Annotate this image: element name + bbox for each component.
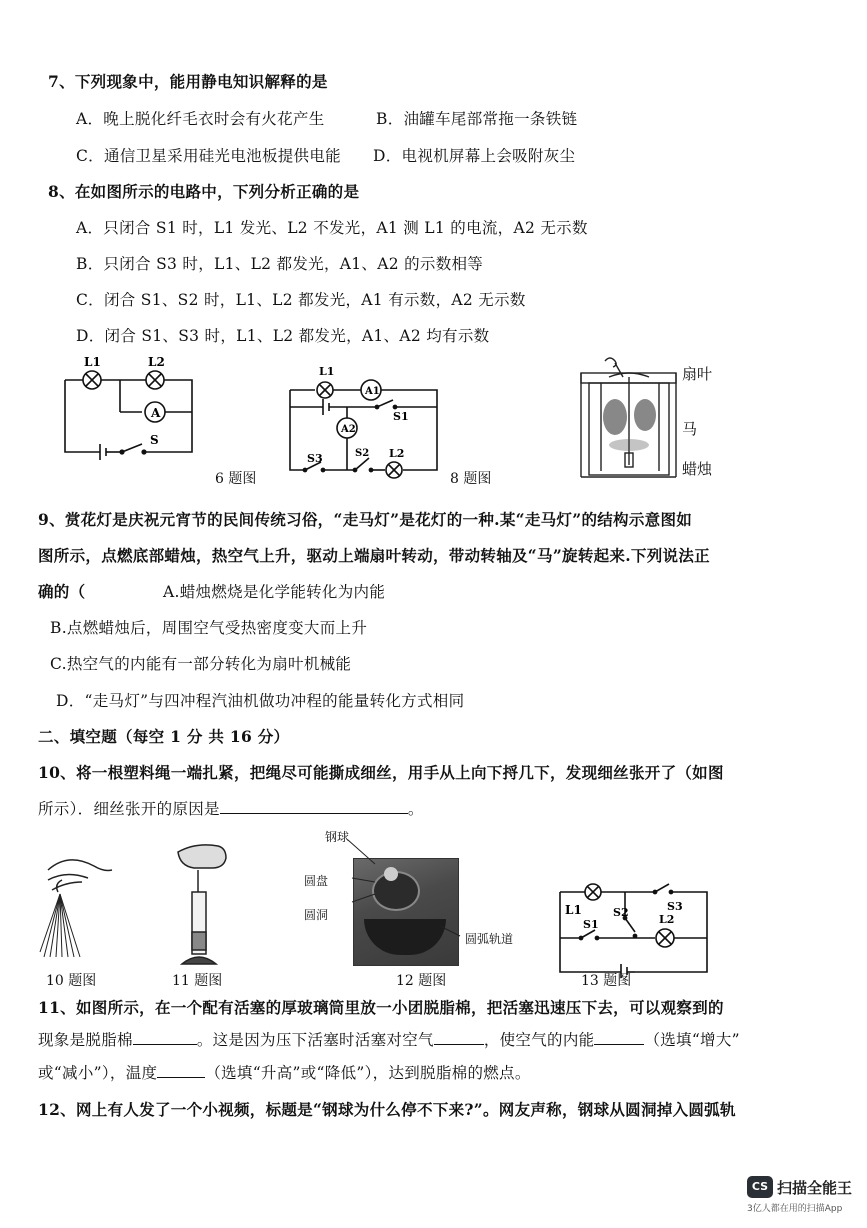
fig10-caption: 10 题图 (46, 973, 97, 989)
q11-answer-blank-3[interactable] (594, 1030, 644, 1045)
q9-option-a: A.蜡烛燃烧是化学能转化为内能 (163, 583, 386, 601)
q9-line-1: 9、赏花灯是庆祝元宵节的民间传统习俗，“走马灯”是花灯的一种.某“走马灯”的结构示意图如 (38, 510, 693, 529)
q7-option-b: B．油罐车尾部常拖一条铁链 (376, 110, 578, 128)
q9-option-b: B.点燃蜡烛后，周围空气受热密度变大而上升 (50, 619, 368, 637)
circuit-figure-6 (60, 355, 200, 460)
fig8-label-s2: S2 (355, 448, 370, 459)
q11-answer-blank-4[interactable] (157, 1063, 205, 1078)
fig13-caption: 13 题图 (581, 973, 632, 989)
fig12-pointers (330, 830, 470, 940)
q7-option-d: D．电视机屏幕上会吸附灰尘 (373, 147, 576, 165)
lantern-illustration (575, 355, 685, 485)
q8-stem: 8、在如图所示的电路中，下列分析正确的是 (48, 182, 360, 201)
fig6-label-l1: L1 (84, 355, 101, 369)
q10-line-1: 10、将一根塑料绳一端扎紧，把绳尽可能撕成细丝，用手从上向下捋几下，发现细丝张开了（如图 (38, 763, 724, 782)
fig12-label-disc: 圆盘 (304, 874, 329, 888)
fig8-label-a1: A1 (365, 386, 380, 397)
q9-line-3: 确的（ (38, 582, 86, 601)
fig8-caption: 8 题图 (450, 471, 492, 487)
fig12-label-ball: 钢球 (325, 830, 350, 844)
fig8-label-a2: A2 (341, 424, 356, 435)
fig13-label-s2: S2 (613, 906, 629, 919)
q11-line-3 (38, 1061, 531, 1083)
q8-option-c: C．闭合 S1、S2 时，L1、L2 都发光，A1 有示数，A2 无示数 (76, 291, 526, 309)
q11-answer-blank-2[interactable] (434, 1030, 484, 1045)
fig10-illustration (38, 852, 118, 962)
lantern-label-fan: 扇叶 (682, 365, 713, 383)
q11-line-2 (38, 1028, 740, 1050)
fig13-label-l2: L2 (659, 913, 675, 926)
q10-line-2 (38, 797, 424, 819)
q11-text-f: （选填“升高”或“降低”），达到脱脂棉的燃点。 (205, 1064, 531, 1082)
fig6-label-ammeter: A (151, 406, 161, 420)
q11-text-e: 或“减小”），温度 (38, 1064, 158, 1082)
q8-option-d: D．闭合 S1、S3 时，L1、L2 都发光，A1、A2 均有示数 (76, 327, 490, 345)
scanner-tagline: 3亿人都在用的扫描App (747, 1204, 843, 1214)
fig12-label-hole: 圆洞 (304, 908, 329, 922)
fig6-label-switch: S (150, 433, 159, 447)
q7-option-a: A．晚上脱化纤毛衣时会有火花产生 (76, 110, 325, 128)
q7-option-c: C．通信卫星采用硅光电池板提供电能 (76, 147, 341, 165)
scanner-watermark (747, 1176, 853, 1214)
q11-line-1: 11、如图所示，在一个配有活塞的厚玻璃筒里放一小团脱脂棉，把活塞迅速压下去，可以观察到的 (38, 998, 724, 1017)
section-2-title: 二、填空题（每空 1 分 共 16 分） (38, 727, 290, 746)
fig8-label-l2: L2 (389, 447, 405, 460)
fig13-label-s3: S3 (667, 900, 683, 913)
q10-text-a: 所示）．细丝张开的原因是 (38, 800, 220, 818)
fig8-label-s3: S3 (307, 452, 323, 465)
q7-stem: 7、下列现象中，能用静电知识解释的是 (48, 72, 328, 91)
q11-text-a: 现象是脱脂棉 (38, 1031, 133, 1049)
q11-answer-blank-1[interactable] (133, 1030, 197, 1045)
q10-answer-blank[interactable] (220, 799, 408, 814)
fig12-caption: 12 题图 (396, 973, 447, 989)
q11-text-b: 。这是因为压下活塞时活塞对空气 (196, 1031, 434, 1049)
q9-option-d: D．“走马灯”与四冲程汽油机做功冲程的能量转化方式相同 (56, 692, 465, 710)
scanner-brand-name: 扫描全能王 (777, 1179, 853, 1197)
lantern-label-horse: 马 (682, 420, 698, 438)
fig13-label-l1: L1 (565, 903, 582, 917)
fig13-label-s1: S1 (583, 918, 599, 931)
fig6-label-l2: L2 (148, 355, 165, 369)
fig6-caption: 6 题图 (215, 471, 257, 487)
fig8-label-s1: S1 (393, 410, 409, 423)
circuit-figure-8 (285, 362, 445, 472)
fig12-label-track: 圆弧轨道 (465, 932, 514, 946)
q10-text-b: 。 (407, 800, 424, 818)
fig8-label-l1: L1 (319, 365, 335, 378)
q12-line-1: 12、网上有人发了一个小视频，标题是“钢球为什么停不下来?”。网友声称，钢球从圆洞掉入圆弧轨 (38, 1100, 736, 1119)
q8-option-a: A．只闭合 S1 时，L1 发光、L2 不发光，A1 测 L1 的电流，A2 无示数 (76, 219, 588, 237)
lantern-label-candle: 蜡烛 (682, 460, 713, 478)
circuit-figure-13 (555, 878, 715, 978)
q11-text-d: （选填“增大” (644, 1031, 740, 1049)
fig11-caption: 11 题图 (172, 973, 223, 989)
fig11-illustration (172, 840, 232, 970)
q11-text-c: ，使空气的内能 (483, 1031, 595, 1049)
scanner-logo: CS (747, 1176, 773, 1198)
q9-line-2: 图所示，点燃底部蜡烛，热空气上升，驱动上端扇叶转动，带动转轴及“马”旋转起来.下列说法正 (38, 546, 710, 565)
q9-option-c: C.热空气的内能有一部分转化为扇叶机械能 (50, 655, 352, 673)
q8-option-b: B．只闭合 S3 时，L1、L2 都发光，A1、A2 的示数相等 (76, 255, 484, 273)
